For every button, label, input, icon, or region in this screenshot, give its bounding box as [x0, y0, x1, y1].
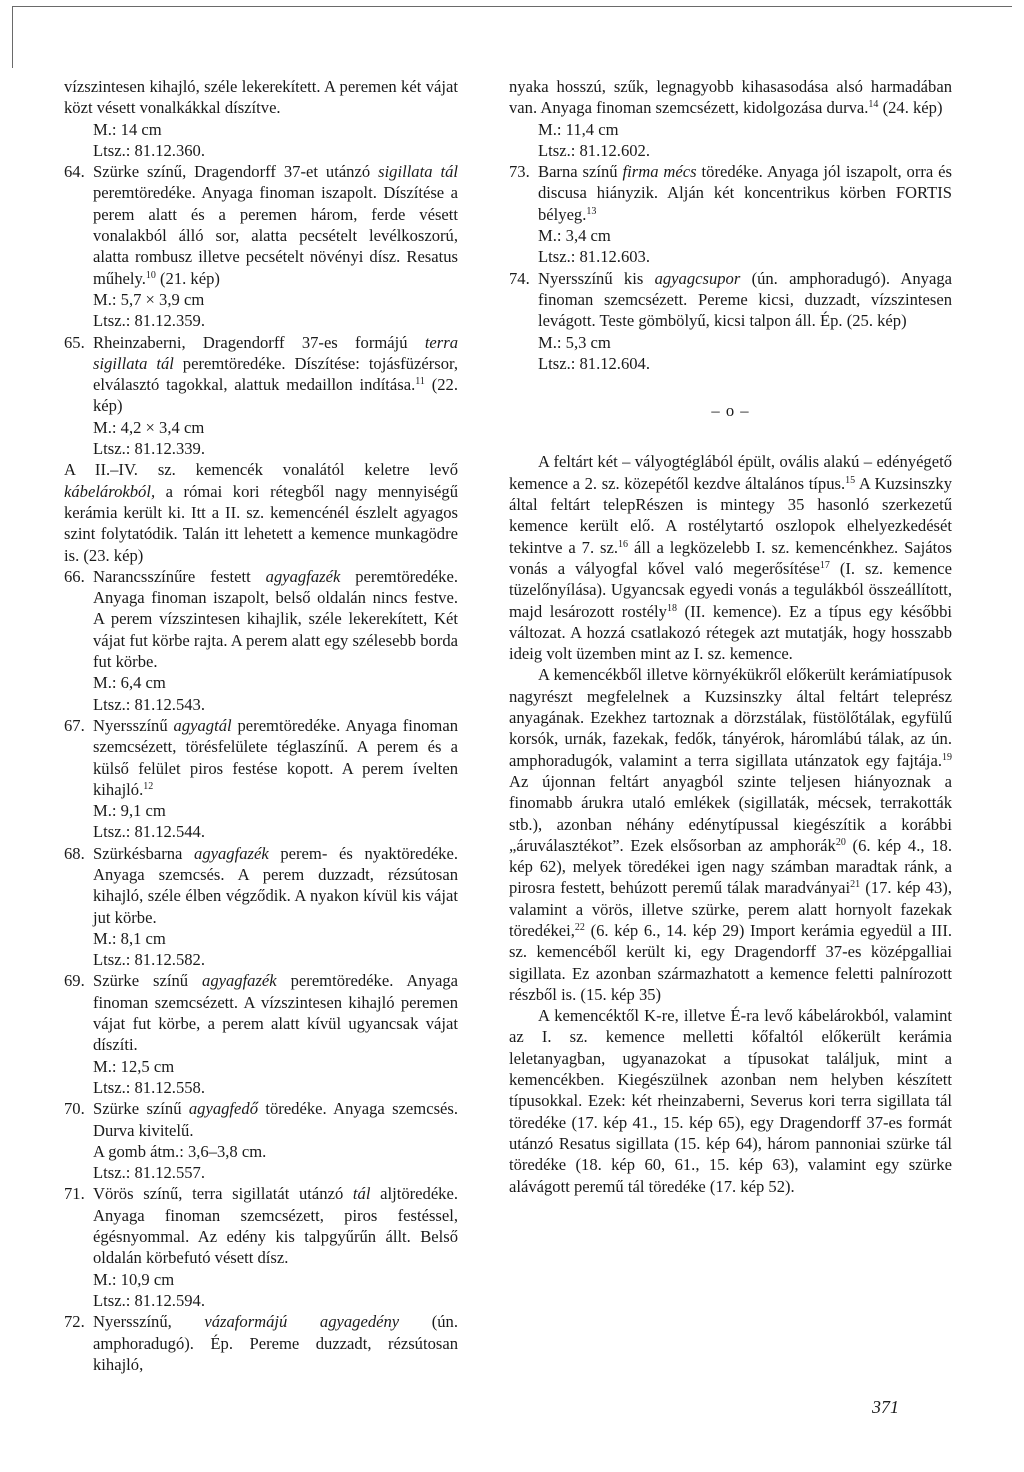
- catalog-item: [509, 161, 952, 225]
- catalog-item-number: 66.: [64, 566, 85, 586]
- text-line: Ltsz.: 81.12.594.: [93, 1290, 205, 1310]
- catalog-item-number: 69.: [64, 971, 85, 991]
- catalog-item: [64, 715, 458, 800]
- catalog-item-number: 65.: [64, 332, 85, 352]
- text-line: M.: 8,1 cm: [93, 928, 166, 948]
- catalog-item: [64, 1183, 458, 1268]
- left-column: [64, 76, 458, 1375]
- catalog-item-text: Szürkésbarna agyagfazék perem- és nyaktöredéke. Anyaga szemcsés. A perem duzzadt, rézsútosan kihajló, széle élben végződik. A nyakon kívül kis vájat jut körbe.: [93, 843, 458, 927]
- text-line: M.: 4,2 × 3,4 cm: [93, 417, 205, 437]
- text-line: Ltsz.: 81.12.544.: [93, 822, 205, 842]
- text-line: M.: 9,1 cm: [93, 801, 166, 821]
- page-number: 371: [872, 1397, 899, 1417]
- text-line: Ltsz.: 81.12.582.: [93, 950, 205, 970]
- catalog-item-number: 74.: [509, 268, 530, 288]
- catalog-item: [64, 566, 458, 672]
- text-line: Ltsz.: 81.12.543.: [93, 694, 205, 714]
- body-paragraph: A kemencéktől K-re, illetve É-ra levő kábelárokból, valamint az I. sz. kemence melletti kőfaltól előkerült kerámia leletanyagban, ugyanazokat a típusokat találjuk, mint a kemencékben. Kiegészülnek azonban nem helyben készített típusokkal. Ezek: két rheinzaberni, Severus kori terra sigillata tál töredéke (17. kép 41., 15. kép 65), egy Dragendorff 37-es formát utánzó Resatus sigillata (15. kép 64), három pannoniai szürke tál töredéke (18. kép 60, 61., 15. kép 63), valamint egy szürke alávágott peremű tál töredéke (17. kép 52).: [509, 1006, 952, 1196]
- text-line: M.: 14 cm: [93, 119, 162, 139]
- catalog-item: [64, 161, 458, 289]
- section-separator: – o –: [711, 401, 750, 421]
- text-line: Ltsz.: 81.12.558.: [93, 1077, 205, 1097]
- catalog-item: [509, 268, 952, 332]
- text-line: nyaka hosszú, szűk, legnagyobb kihasasodása alsó harmadában van. Anyaga finoman szemcsézett, kidolgozása durva.$^{14}$ (24. kép): [509, 77, 952, 118]
- right-column: [509, 76, 952, 1197]
- text-line: A gomb átm.: 3,6–3,8 cm.: [93, 1141, 267, 1161]
- catalog-item-number: 67.: [64, 715, 85, 735]
- catalog-item-text: Nyersszínű kis agyagcsupor (ún. amphoradugó). Anyaga finoman szemcsézett. Pereme kicsi, duzzadt, vízszintesen levágott. Teste gömbölyű, kicsi talpon áll. Ép. (25. kép): [538, 268, 952, 331]
- text-line: Ltsz.: 81.12.603.: [538, 247, 650, 267]
- text-line: M.: 6,4 cm: [93, 673, 166, 693]
- text-line: Ltsz.: 81.12.604.: [538, 353, 650, 373]
- catalog-item: [64, 332, 458, 417]
- text-line: M.: 11,4 cm: [538, 119, 619, 139]
- catalog-item-number: 68.: [64, 843, 85, 863]
- catalog-item: [64, 970, 458, 1055]
- catalog-item-text: Narancsszínűre festett agyagfazék peremtöredéke. Anyaga finoman iszapolt, belső oldalán nincs festve. A perem vízszintesen kihajlik, széle lekerekített, Két vájat fut körbe rajta. A perem alatt egy szélesebb borda fut körbe.: [93, 566, 458, 672]
- catalog-item-number: 73.: [509, 162, 530, 182]
- catalog-item: [64, 1098, 458, 1141]
- text-line: Ltsz.: 81.12.602.: [538, 140, 650, 160]
- text-line: Ltsz.: 81.12.360.: [93, 140, 205, 160]
- catalog-item-text: Rheinzaberni, Dragendorff 37-es formájú terra sigillata tál peremtöredéke. Díszítése: tojásfüzérsor, elválasztó tagokkal, alattuk medaillon indítása.$^{11}$ (22. kép): [93, 332, 458, 416]
- catalog-item-text: Nyersszínű agyagtál peremtöredéke. Anyaga finoman szemcsézett, törésfelülete téglaszínű. A perem és a külső felület piros festése kopott. A perem ívelten kihajló.$^{12}$: [93, 715, 458, 799]
- catalog-item-text: Vörös színű, terra sigillatát utánzó tál aljtöredéke. Anyaga finoman szemcsézett, piros festéssel, égésnyommal. Az edény kis talpgyűrűn állt. Belső oldalán körbefutó vésett dísz.: [93, 1184, 458, 1268]
- catalog-item-number: 72.: [64, 1312, 85, 1332]
- catalog-item-text: Barna színű firma mécs töredéke. Anyaga jól iszapolt, orra és discusa hiányzik. Alján két koncentrikus körben FORTIS bélyeg.$^{13}$: [538, 162, 953, 224]
- page-border-top: [12, 6, 1012, 7]
- catalog-item-number: 64.: [64, 162, 85, 182]
- text-line: vízszintesen kihajló, széle lekerekített. A peremen két vájat közt vésett vonalkákkal díszítve.: [64, 77, 458, 118]
- catalog-item-text: Nyersszínű, vázaformájú agyagedény (ún. amphoradugó). Ép. Pereme duzzadt, rézsútosan kihajló,: [93, 1312, 458, 1374]
- text-line: Ltsz.: 81.12.339.: [93, 439, 205, 459]
- catalog-item-text: Szürke színű agyagfazék peremtöredéke. Anyaga finoman szemcsézett. A vízszintesen kihajló peremen vájat fut körbe, a perem alatt kívül ugyancsak vájat díszíti.: [93, 971, 458, 1055]
- page-border-left: [12, 6, 13, 68]
- body-paragraph: A feltárt két – vályogtéglából épült, ovális alakú – edényégető kemence a 2. sz. közepétől kezdve általános típus.$^{15}$ A Kuzsinszky által feltárt telepRészen is mintegy 35 hasonló szerkezetű kemence került elő. A rostélytartó oszlopok elhelyezkedését tekintve a 7. sz.$^{16}$ áll a legközelebb I. sz. kemencénkhez. Sajátos vonás a vályogfal kővel való megerősítése$^{17}$ (I. sz. kemence tüzelőnyílása). Ugyancsak egyedi vonás a tegulákból összeállított, majd lesározott rostély$^{18}$ (II. kemence). Ez a típus egy későbbi változat. A hozzá csatlakozó rétegek azt mutatják, hogy hosszabb ideig volt üzemben mint az I. sz. kemence.: [509, 452, 953, 664]
- text-line: M.: 10,9 cm: [93, 1269, 175, 1289]
- text-line: M.: 5,7 × 3,9 cm: [93, 289, 205, 309]
- text-line: M.: 5,3 cm: [538, 332, 611, 352]
- catalog-item-text: Szürke színű agyagfedő töredéke. Anyaga szemcsés. Durva kivitelű.: [93, 1099, 458, 1140]
- text-line: M.: 12,5 cm: [93, 1056, 175, 1076]
- text-line: Ltsz.: 81.12.359.: [93, 311, 205, 331]
- text-line: M.: 3,4 cm: [538, 226, 611, 246]
- body-paragraph: A kemencékből illetve környékükről előkerült kerámiatípusok nagyrészt megfelelnek a Kuzsinszky által feltárt teleprész anyagának. Ezekhez tartoznak a dörzstálak, füstölőtálak, egyfülű korsók, urnák, fazekak, fedők, tányérok, háromlábú tálak, az ún. amphoradugók, valamint a terra sigillata utánzatok egy fajtája.$^{19}$ Az újonnan feltárt anyagból szinte teljesen hiányoznak a finomabb árukra utaló emlékek (sigillaták, mécsek, terrakották stb.), azonban néhány edénytípussal kiegészítik a korábbi „áruválasztékot”. Ezek elsősorban az amphorák$^{20}$ (6. kép 4., 18. kép 62), melyek töredékei igen nagy számban maradtak ránk, a pirosra festett, behúzott peremű tálak maradványai$^{21}$ (17. kép 43), valamint a vörös, illetve szürke, perem alatt hornyolt fazekak töredékei,$^{22}$ (6. kép 6., 14. kép 29) Import kerámia egyedül a III. sz. kemencéből került ki, egy Dragendorff 37-es középgalliai sigillata. Ez azonban származhatott a kemence feletti palnírozott részből is. (15. kép 35): [509, 665, 952, 1004]
- catalog-item: [64, 843, 458, 928]
- text-line: A II.–IV. sz. kemencék vonalától keletre levő kábelárokból, a római kori rétegből nagy mennyiségű kerámia került ki. Itt a II. sz. kemencénél észlelt agyagos szint folytatódik. Talán itt lehetett a kemence munkagödre is. (23. kép): [64, 460, 458, 565]
- catalog-item: [64, 1311, 458, 1375]
- catalog-item-text: Szürke színű, Dragendorff 37-et utánzó sigillata tál peremtöredéke. Anyaga finoman iszapolt. Díszítése a perem alatt és a peremen három, ferde vésett vonalakból álló sor, alatta pecsételt levélkoszorú, alatta rombusz illetve pecsételt növényi dísz. Resatus műhely.$^{10}$ (21. kép): [93, 162, 458, 288]
- catalog-item-number: 70.: [64, 1099, 85, 1119]
- text-line: Ltsz.: 81.12.557.: [93, 1163, 205, 1183]
- catalog-item-number: 71.: [64, 1184, 85, 1204]
